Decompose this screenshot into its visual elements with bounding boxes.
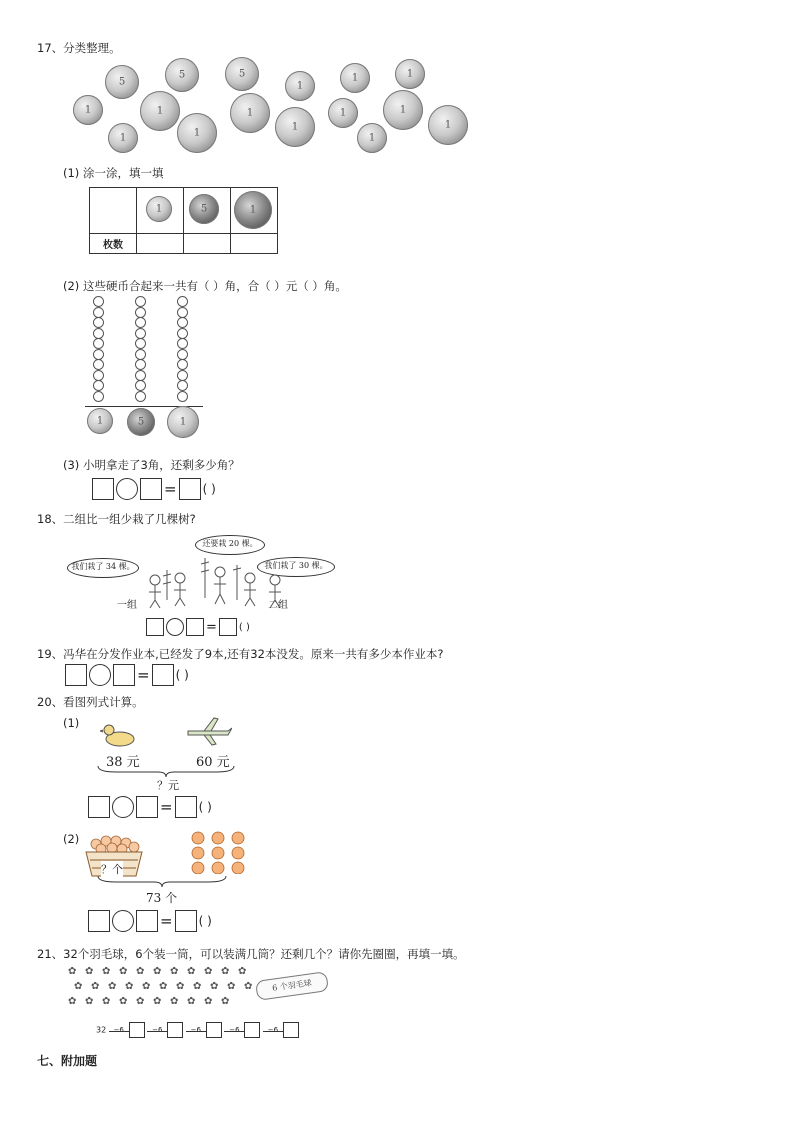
color-ring[interactable] [135, 338, 146, 349]
color-ring[interactable] [93, 338, 104, 349]
color-ring[interactable] [177, 380, 188, 391]
shuttlecock-icon: ✿ [159, 981, 168, 992]
ring-column-one-yuan[interactable] [177, 296, 189, 404]
color-ring[interactable] [135, 317, 146, 328]
operator-circle[interactable] [112, 796, 134, 818]
coin-one-jiao: 1 [340, 63, 370, 93]
color-ring[interactable] [177, 370, 188, 381]
coin-one-yuan: 1 [383, 90, 423, 130]
operator-circle[interactable] [166, 618, 184, 636]
count-cell-one-yuan[interactable] [231, 234, 278, 254]
q19-title: 19、冯华在分发作业本,已经发了9本,还有32本没发。原来一共有多少本作业本? [37, 647, 444, 661]
unit-paren[interactable]: ( ) [198, 800, 212, 814]
q18-title: 18、二组比一组少栽了几棵树? [37, 512, 196, 526]
answer-box[interactable] [175, 796, 197, 818]
answer-box[interactable] [140, 478, 162, 500]
shuttlecock-icon: ✿ [176, 981, 185, 992]
color-ring[interactable] [93, 370, 104, 381]
shuttlecock-icon: ✿ [85, 996, 94, 1007]
ring-column-one-jiao[interactable] [93, 296, 105, 404]
answer-box[interactable] [136, 796, 158, 818]
shuttlecock-icon: ✿ [204, 966, 213, 977]
chain-box[interactable] [129, 1022, 145, 1038]
answer-box[interactable] [65, 664, 87, 686]
coloring-columns [85, 296, 205, 446]
chain-box[interactable] [206, 1022, 222, 1038]
total-brace [96, 764, 236, 778]
coin-one-jiao-icon: 1 [146, 196, 172, 222]
airplane-toy-icon [186, 716, 232, 746]
total-question: ？元 [157, 779, 179, 792]
shuttlecock-icon: ✿ [136, 966, 145, 977]
q18-formula [146, 618, 250, 636]
answer-box[interactable] [88, 796, 110, 818]
color-ring[interactable] [177, 338, 188, 349]
answer-box[interactable] [179, 478, 201, 500]
basket-label: ？个 [101, 863, 123, 876]
unit-paren[interactable]: ( ) [175, 668, 189, 682]
coin-five-jiao: 5 [225, 57, 259, 91]
shuttlecock-icon: ✿ [170, 966, 179, 977]
chain-arrow: −6 [186, 1026, 206, 1034]
color-ring[interactable] [177, 359, 188, 370]
group1-label: 一组 [117, 600, 137, 611]
chain-start: 32 [96, 1025, 107, 1035]
color-ring[interactable] [135, 380, 146, 391]
price-airplane: 60 元 [196, 755, 230, 770]
unit-paren[interactable]: ( ) [202, 482, 216, 496]
answer-box[interactable] [92, 478, 114, 500]
shuttlecock-icon: ✿ [68, 966, 77, 977]
chain-arrow: −6 [224, 1026, 244, 1034]
color-ring[interactable] [177, 328, 188, 339]
answer-box[interactable] [152, 664, 174, 686]
answer-box[interactable] [186, 618, 204, 636]
shuttlecock-icon: ✿ [221, 996, 230, 1007]
unit-paren[interactable]: ( ) [198, 914, 212, 928]
tree-planting-illustration [65, 530, 345, 615]
coin-five-jiao-icon: 5 [127, 408, 155, 436]
count-cell-five-jiao[interactable] [184, 234, 231, 254]
speech-bubble-middle: 还要栽 20 棵。 [195, 535, 265, 555]
shuttlecock-icon: ✿ [136, 996, 145, 1007]
coin-five-jiao-icon: 5 [189, 194, 219, 224]
shuttlecock-icon: ✿ [74, 981, 83, 992]
shuttlecock-icon: ✿ [153, 966, 162, 977]
answer-box[interactable] [146, 618, 164, 636]
shuttlecock-icon: ✿ [68, 996, 77, 1007]
q20-sub1: (1) [63, 716, 80, 730]
coin-one-yuan-icon: 1 [167, 406, 199, 438]
shuttlecock-icon: ✿ [187, 996, 196, 1007]
oranges-grid-icon [190, 830, 246, 874]
color-ring[interactable] [93, 359, 104, 370]
price-duck: 38 元 [106, 755, 140, 770]
q17-sub1: (1) 涂一涂，填一填 [63, 166, 164, 180]
coin-one-jiao: 1 [108, 123, 138, 153]
equals-sign: = [160, 798, 173, 816]
color-ring[interactable] [177, 317, 188, 328]
color-ring[interactable] [93, 317, 104, 328]
coin-scatter-image [70, 55, 470, 155]
color-ring[interactable] [93, 296, 104, 307]
shuttlecock-icon: ✿ [85, 966, 94, 977]
color-ring[interactable] [177, 307, 188, 318]
answer-box[interactable] [136, 910, 158, 932]
equals-sign: = [160, 912, 173, 930]
color-ring[interactable] [177, 349, 188, 360]
shuttlecock-icon: ✿ [187, 966, 196, 977]
coin-one-jiao: 1 [395, 59, 425, 89]
color-ring[interactable] [93, 349, 104, 360]
q17-sub3: (3) 小明拿走了3角，还剩多少角？ [63, 458, 240, 472]
q20-formula2 [88, 910, 212, 932]
coin-one-yuan: 1 [140, 91, 180, 131]
equals-sign: = [137, 666, 150, 684]
coin-one-jiao: 1 [73, 95, 103, 125]
q21-title: 21、32个羽毛球，6个装一筒，可以装满几筒？还剩几个？请你先圈圈，再填一填。 [37, 947, 465, 961]
q19-formula [65, 664, 189, 686]
chain-arrow: −6 [147, 1026, 167, 1034]
table-row-label: 枚数 [90, 234, 137, 254]
operator-circle[interactable] [116, 478, 138, 500]
q17-formula [92, 478, 216, 500]
chain-box[interactable] [167, 1022, 183, 1038]
color-ring[interactable] [135, 307, 146, 318]
q17-title: 17、分类整理。 [37, 41, 121, 55]
count-cell-one-jiao[interactable] [137, 234, 184, 254]
shuttlecock-icon: ✿ [102, 996, 111, 1007]
duck-toy-icon [100, 722, 140, 748]
shuttlecock-icon: ✿ [119, 966, 128, 977]
answer-box[interactable] [113, 664, 135, 686]
shuttlecock-icon: ✿ [238, 966, 247, 977]
ring-column-five-jiao[interactable] [135, 296, 147, 404]
coin-one-yuan: 1 [428, 105, 468, 145]
color-ring[interactable] [93, 328, 104, 339]
color-ring[interactable] [135, 296, 146, 307]
color-ring[interactable] [93, 391, 104, 402]
q20-title: 20、看图列式计算。 [37, 695, 144, 709]
table-header-one-yuan [231, 188, 278, 234]
table-header-five-jiao [184, 188, 231, 234]
q20-sub2: (2) [63, 832, 80, 846]
shuttlecock-icon: ✿ [119, 996, 128, 1007]
q20-formula1 [88, 796, 212, 818]
shuttlecock-icon: ✿ [91, 981, 100, 992]
color-ring[interactable] [135, 370, 146, 381]
speech-bubble-group1: 我们栽了 34 棵。 [67, 558, 139, 578]
shuttlecock-icon: ✿ [204, 996, 213, 1007]
color-ring[interactable] [93, 380, 104, 391]
answer-box[interactable] [219, 618, 237, 636]
shuttlecock-field[interactable] [68, 966, 258, 1014]
coin-one-jiao: 1 [357, 123, 387, 153]
shuttlecock-icon: ✿ [153, 996, 162, 1007]
color-ring[interactable] [135, 391, 146, 402]
coin-one-jiao: 1 [285, 71, 315, 101]
section-7-title: 七、附加题 [37, 1054, 98, 1068]
chain-arrow: −6 [109, 1026, 129, 1034]
equals-sign: = [164, 480, 177, 498]
coin-one-yuan: 1 [177, 113, 217, 153]
answer-box[interactable] [88, 910, 110, 932]
shuttlecock-icon: ✿ [221, 966, 230, 977]
coin-five-jiao: 5 [105, 65, 139, 99]
q17-sub2: (2) 这些硬币合起来一共有（ ）角，合（ ）元（ ）角。 [63, 279, 347, 293]
total-73: 73 个 [146, 891, 178, 905]
subtraction-chain [96, 1022, 299, 1038]
unit-paren[interactable]: ( ) [238, 621, 250, 633]
operator-circle[interactable] [112, 910, 134, 932]
shuttle-tube [255, 971, 329, 1001]
color-ring[interactable] [93, 307, 104, 318]
group2-label: 二组 [268, 600, 288, 611]
coin-five-jiao: 5 [165, 58, 199, 92]
coin-one-jiao-icon: 1 [87, 408, 113, 434]
coin-one-yuan: 1 [275, 107, 315, 147]
chain-box[interactable] [244, 1022, 260, 1038]
shuttlecock-icon: ✿ [193, 981, 202, 992]
coin-one-yuan: 1 [230, 93, 270, 133]
equals-sign: = [206, 619, 217, 635]
shuttlecock-icon: ✿ [227, 981, 236, 992]
chain-arrow: −6 [263, 1026, 283, 1034]
answer-box[interactable] [175, 910, 197, 932]
shuttlecock-icon: ✿ [108, 981, 117, 992]
coin-one-jiao: 1 [328, 98, 358, 128]
color-ring[interactable] [177, 296, 188, 307]
operator-circle[interactable] [89, 664, 111, 686]
coin-one-yuan-icon: 1 [234, 191, 272, 229]
speech-bubble-group2: 我们栽了 30 棵。 [257, 557, 335, 577]
table-blank-cell [90, 188, 137, 234]
color-ring[interactable] [135, 359, 146, 370]
color-ring[interactable] [135, 349, 146, 360]
color-ring[interactable] [135, 328, 146, 339]
shuttlecock-icon: ✿ [125, 981, 134, 992]
shuttlecock-icon: ✿ [244, 981, 253, 992]
tube-label: 6 个羽毛球 [271, 978, 313, 993]
color-ring[interactable] [177, 391, 188, 402]
shuttlecock-icon: ✿ [142, 981, 151, 992]
shuttlecock-icon: ✿ [210, 981, 219, 992]
table-header-one-jiao [137, 188, 184, 234]
total-brace-2 [96, 874, 228, 888]
coin-tally-table [89, 187, 278, 254]
chain-box[interactable] [283, 1022, 299, 1038]
shuttlecock-icon: ✿ [102, 966, 111, 977]
shuttlecock-icon: ✿ [170, 996, 179, 1007]
